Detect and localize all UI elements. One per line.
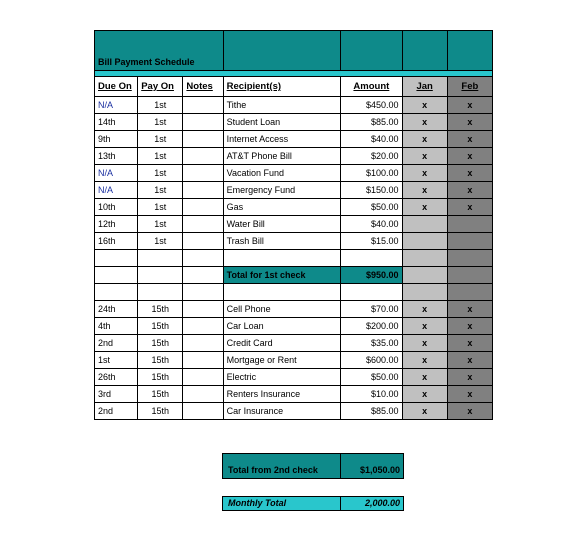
recipient-cell: Tithe (223, 97, 341, 114)
pay-on-cell: 15th (138, 403, 183, 420)
bill-row (95, 148, 493, 165)
header-pay-on: Pay On (138, 77, 183, 97)
recipient-cell: Car Loan (223, 318, 341, 335)
monthly-total-amount: 2,000.00 (364, 498, 400, 508)
second-check-total-box (222, 453, 404, 479)
monthly-total-label: Monthly Total (228, 498, 287, 508)
jan-paid-mark: x (402, 352, 447, 369)
due-on-cell: 24th (95, 301, 138, 318)
bill-schedule-sheet (94, 30, 493, 420)
monthly-total-box (222, 496, 404, 511)
notes-cell (183, 233, 223, 250)
pay-on-cell: 1st (138, 199, 183, 216)
amount-cell: $40.00 (341, 131, 402, 148)
jan-paid-mark: x (402, 301, 447, 318)
due-on-cell: 4th (95, 318, 138, 335)
bill-row (95, 216, 493, 233)
blank-cell (223, 250, 341, 267)
feb-paid-mark: x (447, 335, 492, 352)
jan-paid-mark: x (402, 148, 447, 165)
header-notes: Notes (183, 77, 223, 97)
recipient-cell: Internet Access (223, 131, 341, 148)
pay-on-cell: 15th (138, 335, 183, 352)
bill-row (95, 131, 493, 148)
feb-paid-mark: x (447, 301, 492, 318)
due-on-cell: 1st (95, 352, 138, 369)
amount-cell: $450.00 (341, 97, 402, 114)
blank-cell (402, 250, 447, 267)
notes-cell (183, 97, 223, 114)
header-due-on: Due On (95, 77, 138, 97)
notes-cell (183, 301, 223, 318)
pay-on-cell: 1st (138, 148, 183, 165)
bill-row (95, 182, 493, 199)
pay-on-cell: 1st (138, 182, 183, 199)
due-on-cell: 12th (95, 216, 138, 233)
notes-cell (183, 318, 223, 335)
blank-cell (341, 250, 402, 267)
jan-paid-mark: x (402, 114, 447, 131)
amount-cell: $50.00 (341, 369, 402, 386)
notes-cell (183, 199, 223, 216)
jan-paid-mark: x (402, 131, 447, 148)
bill-row (95, 318, 493, 335)
bill-row (95, 301, 493, 318)
blank-cell (95, 284, 138, 301)
due-on-cell: 16th (95, 233, 138, 250)
recipient-cell: Water Bill (223, 216, 341, 233)
due-on-cell: 13th (95, 148, 138, 165)
pay-on-cell: 1st (138, 114, 183, 131)
second-check-total-label: Total from 2nd check (228, 465, 318, 475)
amount-cell: $10.00 (341, 386, 402, 403)
amount-cell: $200.00 (341, 318, 402, 335)
feb-paid-mark: x (447, 148, 492, 165)
bill-row (95, 199, 493, 216)
recipient-cell: Cell Phone (223, 301, 341, 318)
blank-cell (447, 250, 492, 267)
jan-paid-mark: x (402, 199, 447, 216)
due-on-cell: N/A (95, 165, 138, 182)
jan-paid-mark: x (402, 318, 447, 335)
pay-on-cell: 15th (138, 386, 183, 403)
recipient-cell: Gas (223, 199, 341, 216)
header-jan: Jan (402, 77, 447, 97)
title-row (95, 31, 493, 71)
pay-on-cell: 15th (138, 301, 183, 318)
header-recipient: Recipient(s) (223, 77, 341, 97)
pay-on-cell: 1st (138, 97, 183, 114)
recipient-cell: Credit Card (223, 335, 341, 352)
feb-paid-mark: x (447, 114, 492, 131)
feb-paid-mark: x (447, 97, 492, 114)
recipient-cell: Emergency Fund (223, 182, 341, 199)
amount-cell: $600.00 (341, 352, 402, 369)
blank-cell (447, 267, 492, 284)
due-on-cell: 2nd (95, 335, 138, 352)
recipient-cell: Student Loan (223, 114, 341, 131)
bill-row (95, 369, 493, 386)
feb-paid-mark: x (447, 318, 492, 335)
pay-on-cell: 1st (138, 165, 183, 182)
amount-cell: $85.00 (341, 114, 402, 131)
blank-cell (223, 284, 341, 301)
due-on-cell: 3rd (95, 386, 138, 403)
feb-paid-mark: x (447, 182, 492, 199)
notes-cell (183, 216, 223, 233)
jan-paid-mark (402, 216, 447, 233)
amount-cell: $15.00 (341, 233, 402, 250)
jan-paid-mark: x (402, 335, 447, 352)
due-on-cell: 14th (95, 114, 138, 131)
bill-row (95, 233, 493, 250)
blank-row (95, 250, 493, 267)
blank-cell (341, 284, 402, 301)
notes-cell (183, 131, 223, 148)
notes-cell (183, 148, 223, 165)
notes-cell (183, 182, 223, 199)
pay-on-cell: 1st (138, 131, 183, 148)
header-row (95, 77, 493, 97)
jan-paid-mark: x (402, 97, 447, 114)
feb-paid-mark: x (447, 131, 492, 148)
feb-paid-mark: x (447, 403, 492, 420)
jan-paid-mark: x (402, 386, 447, 403)
blank-cell (138, 250, 183, 267)
notes-cell (183, 165, 223, 182)
recipient-cell: Vacation Fund (223, 165, 341, 182)
blank-cell (95, 250, 138, 267)
feb-paid-mark: x (447, 369, 492, 386)
pay-on-cell: 15th (138, 352, 183, 369)
notes-cell (183, 352, 223, 369)
first-check-total-row (95, 267, 493, 284)
bill-row (95, 386, 493, 403)
recipient-cell: Renters Insurance (223, 386, 341, 403)
recipient-cell: Mortgage or Rent (223, 352, 341, 369)
blank-cell (183, 250, 223, 267)
feb-paid-mark (447, 216, 492, 233)
due-on-cell: 2nd (95, 403, 138, 420)
amount-cell: $40.00 (341, 216, 402, 233)
second-check-total-amount: $1,050.00 (359, 465, 400, 475)
blank-cell (138, 284, 183, 301)
blank-cell (183, 267, 223, 284)
amount-cell: $20.00 (341, 148, 402, 165)
pay-on-cell: 1st (138, 216, 183, 233)
title-cell (447, 31, 492, 71)
due-on-cell: N/A (95, 182, 138, 199)
jan-paid-mark: x (402, 403, 447, 420)
feb-paid-mark: x (447, 352, 492, 369)
bill-row (95, 97, 493, 114)
jan-paid-mark (402, 233, 447, 250)
bill-row (95, 335, 493, 352)
first-check-total-amount: $950.00 (341, 267, 402, 284)
sheet-title: Bill Payment Schedule (95, 31, 224, 71)
title-cell (223, 31, 341, 71)
due-on-cell: 26th (95, 369, 138, 386)
feb-paid-mark: x (447, 199, 492, 216)
due-on-cell: N/A (95, 97, 138, 114)
pay-on-cell: 15th (138, 318, 183, 335)
amount-cell: $100.00 (341, 165, 402, 182)
recipient-cell: Car Insurance (223, 403, 341, 420)
bill-row (95, 403, 493, 420)
blank-cell (95, 267, 138, 284)
blank-cell (402, 267, 447, 284)
notes-cell (183, 403, 223, 420)
notes-cell (183, 114, 223, 131)
recipient-cell: AT&T Phone Bill (223, 148, 341, 165)
title-cell (341, 31, 402, 71)
feb-paid-mark: x (447, 165, 492, 182)
notes-cell (183, 369, 223, 386)
bill-schedule-table (94, 30, 493, 420)
due-on-cell: 10th (95, 199, 138, 216)
feb-paid-mark: x (447, 386, 492, 403)
recipient-cell: Electric (223, 369, 341, 386)
bill-row (95, 114, 493, 131)
bill-row (95, 165, 493, 182)
first-check-total-label: Total for 1st check (223, 267, 341, 284)
bill-row (95, 352, 493, 369)
blank-row (95, 284, 493, 301)
blank-cell (183, 284, 223, 301)
notes-cell (183, 386, 223, 403)
blank-cell (138, 267, 183, 284)
blank-cell (447, 284, 492, 301)
pay-on-cell: 1st (138, 233, 183, 250)
feb-paid-mark (447, 233, 492, 250)
header-feb: Feb (447, 77, 492, 97)
header-amount: Amount (341, 77, 402, 97)
title-cell (402, 31, 447, 71)
amount-cell: $70.00 (341, 301, 402, 318)
notes-cell (183, 335, 223, 352)
amount-cell: $50.00 (341, 199, 402, 216)
due-on-cell: 9th (95, 131, 138, 148)
jan-paid-mark: x (402, 182, 447, 199)
amount-cell: $35.00 (341, 335, 402, 352)
blank-cell (402, 284, 447, 301)
amount-cell: $85.00 (341, 403, 402, 420)
recipient-cell: Trash Bill (223, 233, 341, 250)
amount-cell: $150.00 (341, 182, 402, 199)
jan-paid-mark: x (402, 165, 447, 182)
pay-on-cell: 15th (138, 369, 183, 386)
jan-paid-mark: x (402, 369, 447, 386)
